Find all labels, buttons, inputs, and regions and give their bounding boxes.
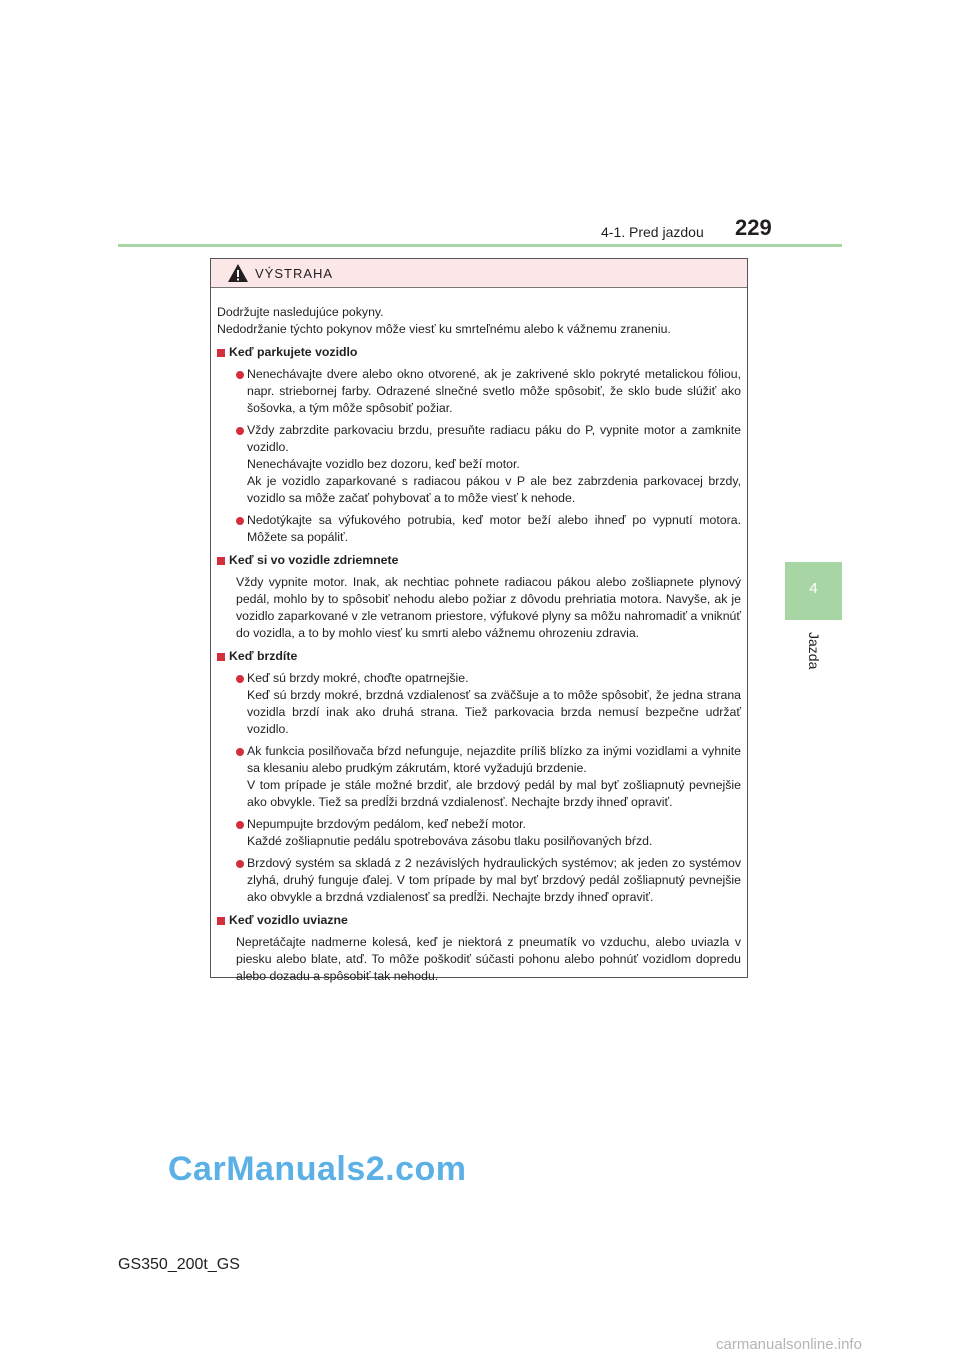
square-bullet-icon bbox=[217, 917, 225, 925]
warning-body bbox=[211, 288, 747, 985]
section-heading: Keď brzdíte bbox=[217, 648, 741, 665]
chapter-label: Jazda bbox=[806, 632, 822, 670]
list-item: Nenechávajte dvere alebo okno otvorené, ak je zakrivené sklo pokryté metalickou fóliou, napr. striebornej farby. Odrazené slnečné svetlo môže spôsobiť, že sklo bude slúžiť ako šošovka, a tým môže spôsobiť požiar. bbox=[217, 366, 741, 417]
site-watermark: carmanualsonline.info bbox=[716, 1336, 862, 1353]
list-item: Vždy zabrzdite parkovaciu brzdu, presuňte radiacu páku do P, vypnite motor a zamknite vozidlo. Nenechávajte vozidlo bez dozoru, keď beží motor. Ak je vozidlo zaparkované s radiacou pákou v P ale bez zabrzdenia parkovacej brzdy, vozidlo sa môže začať pohybovať a to môže viesť k nehode. bbox=[217, 422, 741, 507]
section-title: 4-1. Pred jazdou bbox=[601, 224, 704, 240]
round-bullet-icon bbox=[236, 860, 244, 868]
round-bullet-icon bbox=[236, 748, 244, 756]
square-bullet-icon bbox=[217, 653, 225, 661]
square-bullet-icon bbox=[217, 557, 225, 565]
list-item: Brzdový systém sa skladá z 2 nezávislých hydraulických systémov; ak jeden zo systémov zlyhá, druhý funguje ďalej. V tom prípade by mal byť brzdový pedál zošliapnutý pevnejšie ako obvykle a brzdná vzdialenosť sa predĺži. Nechajte brzdy ihneď opraviť. bbox=[217, 855, 741, 906]
intro-line: Nedodržanie týchto pokynov môže viesť ku smrteľnému alebo k vážnemu zraneniu. bbox=[217, 322, 671, 336]
square-bullet-icon bbox=[217, 349, 225, 357]
round-bullet-icon bbox=[236, 427, 244, 435]
round-bullet-icon bbox=[236, 517, 244, 525]
section-text: Vždy vypnite motor. Inak, ak nechtiac pohnete radiacou pákou alebo zošliapnete plynový pedál, mohlo by to spôsobiť nehodu alebo požiar z dôvodu prehriatia motora. Navyše, ak je vozidlo zaparkované v zle vetranom priestore, výfukové plyny sa môžu nahromadiť a vniknúť do vozidla, a to by mohlo viesť ku smrti alebo vážnemu ohrozeniu zdravia. bbox=[236, 575, 741, 640]
list-item: Nepumpujte brzdovým pedálom, keď nebeží motor. Každé zošliapnutie pedálu spotrebováva zásobu tlaku posilňovaných bŕzd. bbox=[217, 816, 741, 850]
chapter-number: 4 bbox=[809, 580, 818, 597]
section-heading: Keď parkujete vozidlo bbox=[217, 344, 741, 361]
section-text: Nepretáčajte nadmerne kolesá, keď je niektorá z pneumatík vo vzduchu, alebo uviazla v piesku alebo blate, atď. To môže poškodiť súčasti pohonu alebo pohnúť vozidlom dopredu alebo dozadu a spôsobiť tak nehodu. bbox=[236, 935, 741, 983]
list-item: Keď sú brzdy mokré, choďte opatrnejšie. Keď sú brzdy mokré, brzdná vzdialenosť sa zväčšuje a to môže spôsobiť, že jedna strana vozidla brzdí inak ako druhá strana. Tiež parkovacia brzda nemusí bezpečne udržať vozidlo. bbox=[217, 670, 741, 738]
list-item: Ak funkcia posilňovača bŕzd nefunguje, nejazdite príliš blízko za inými vozidlami a vyhnite sa klesaniu alebo prudkým zákrutám, ktoré vyžadujú brzdenie. V tom prípade je stále možné brzdiť, ale brzdový pedál by mal byť zošliapnutý pevnejšie ako obvykle. Tiež sa predĺži brzdná vzdialenosť. Nechajte brzdy ihneď opraviť. bbox=[217, 743, 741, 811]
round-bullet-icon bbox=[236, 371, 244, 379]
watermark-text: CarManuals2.com bbox=[168, 1150, 467, 1188]
warning-triangle-icon bbox=[227, 263, 249, 283]
warning-box bbox=[210, 258, 748, 983]
warning-title: VÝSTRAHA bbox=[255, 265, 334, 281]
round-bullet-icon bbox=[236, 675, 244, 683]
section-heading: Keď si vo vozidle zdriemnete bbox=[217, 552, 741, 569]
section-heading: Keď vozidlo uviazne bbox=[217, 912, 741, 929]
warning-header bbox=[211, 259, 747, 288]
model-code: GS350_200t_GS bbox=[118, 1256, 240, 1273]
round-bullet-icon bbox=[236, 821, 244, 829]
header-rule bbox=[118, 244, 842, 247]
intro-line: Dodržujte nasledujúce pokyny. bbox=[217, 305, 384, 319]
list-item: Nedotýkajte sa výfukového potrubia, keď motor beží alebo ihneď po vypnutí motora. Môžete sa popáliť. bbox=[217, 512, 741, 546]
page-number: 229 bbox=[735, 215, 772, 240]
